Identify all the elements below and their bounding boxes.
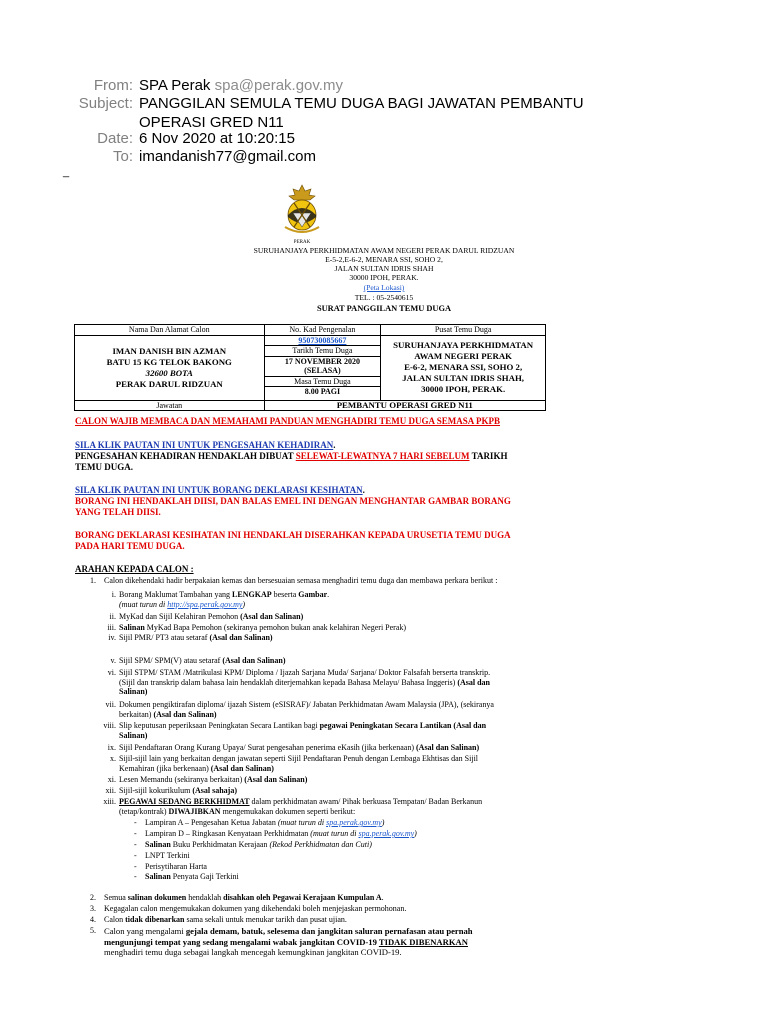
interview-day: (SELASA) [265,366,381,377]
from-value[interactable] [139,77,343,95]
to-value[interactable]: imandanish77@gmail.com [139,148,316,165]
org-address-3: 30000 IPOH, PERAK. [349,273,419,282]
centre-line-5: 30000 IPOH, PERAK. [421,384,506,394]
notice-form-fill-2: YANG TELAH DIISI. [75,507,161,517]
item-iv: Sijil PMR/ PT3 atau setaraf (Asal dan Salinan) [119,633,273,642]
instructions-heading: ARAHAN KEPADA CALON : [75,564,194,574]
item-1-number: 1. [90,576,96,585]
centre-cell [381,335,546,400]
item-xi: Lesen Memandu (sekiranya berkaitan) (Asal dan Salinan) [119,775,308,784]
doc-perisytiharan: Perisytiharan Harta [145,862,207,871]
notice-klik-health: SILA KLIK PAUTAN INI UNTUK BORANG DEKLARASI KESIHATAN. [75,485,365,495]
date-label: Date: [97,130,133,147]
item-viii: Slip keputusan peperiksaan Peningkatan Secara Lantikan bagi pegawai Peningkatan Secara Lantikan (Asal dan Salinan) [119,721,487,740]
org-address-2: JALAN SULTAN IDRIS SHAH [334,264,434,273]
attendance-link[interactable]: SILA KLIK PAUTAN INI UNTUK PENGESAHAN KEHADIRAN [75,440,334,450]
centre-line-1: SURUHANJAYA PERKHIDMATAN [393,340,534,350]
item-ii: MyKad dan Sijil Kelahiran Pemohon (Asal dan Salinan) [119,612,304,621]
subject-line-1: PANGGILAN SEMULA TEMU DUGA BAGI JAWATAN PEMBANTU [139,95,584,112]
doc-penyata-gaji: Salinan Penyata Gaji Terkini [145,872,239,881]
th-centre: Pusat Temu Duga [381,325,546,336]
candidate-table [74,324,546,411]
crest-caption: PERAK [293,240,311,245]
org-name: SURUHANJAYA PERKHIDMATAN AWAM NEGERI PERAK DARUL RIDZUAN [253,246,515,255]
to-label: To: [112,148,133,165]
interview-date: 17 NOVEMBER 2020 [284,356,360,366]
date-label-cell: Tarikh Temu Duga [265,346,381,357]
centre-line-3: E-6-2, MENARA SSI, SOHO 2, [404,362,523,372]
spa-website-link[interactable]: http://spa.perak.gov.my [167,600,243,609]
interview-time: 8.00 PAGI [304,387,341,396]
item-2: Semua salinan dokumen hendaklah disahkan oleh Pegawai Kerajaan Kumpulan A. [104,893,384,902]
item-i-note: (muat turun di http://spa.perak.gov.my) [119,600,246,609]
item-iii: Salinan MyKad Bapa Pemohon (sekiranya pemohon bukan anak kelahiran Negeri Perak) [119,623,407,632]
org-tel: TEL. : 05-2540615 [354,293,414,302]
time-label-cell: Masa Temu Duga [265,377,381,388]
th-name: Nama Dan Alamat Calon [75,325,265,336]
lampiran-a-link[interactable]: spa.perak.gov.my [326,818,382,827]
health-form-link[interactable]: SILA KLIK PAUTAN INI UNTUK BORANG DEKLARASI KESIHATAN [75,485,363,495]
doc-lampiran-a: Lampiran A – Pengesahan Ketua Jabatan (muat turun di spa.perak.gov.my) [145,818,385,827]
item-5: Calon yang mengalami gejala demam, batuk, selesema dan jangkitan saluran pernafasan atau pernah mengunjungi tempat yang sedang mengalami wabak jangkitan COVID-19 TIDAK DIBENARKAN menghadiri temu duga sebagai langkah mencegah kemungkinan jangkitan COVID-19. [104,926,473,957]
map-link[interactable]: (Peta Lokasi) [363,283,405,292]
notice-declaration-1: BORANG DEKLARASI KESIHATAN INI HENDAKLAH DISERAHKAN KEPADA URUSETIA TEMU DUGA [75,530,511,540]
date-value: 6 Nov 2020 at 10:20:15 [139,130,295,147]
th-ic: No. Kad Pengenalan [264,325,381,336]
from-label: From: [93,77,133,94]
candidate-address-2: 32600 BOTA [145,367,193,378]
candidate-address-1: BATU 15 KG TELOK BAKONG [106,356,232,367]
from-email[interactable]: spa@perak.gov.my [214,77,343,94]
item-1: Calon dikehendaki hadir berpakaian kemas dan bersesuaian semasa menghadiri temu duga dan membawa perkara berikut : [104,576,498,585]
notice-klik-attendance: SILA KLIK PAUTAN INI UNTUK PENGESAHAN KEHADIRAN. [75,440,336,450]
post-label: Jawatan [75,400,265,411]
item-x: Sijil-sijil lain yang berkaitan dengan jawatan seperti Sijil Pendaftaran Penuh dengan Lembaga Ekhtisas dan Sijil Kemahiran (jika berkenaan) (Asal dan Salinan) [119,754,479,773]
notice-form-fill-1: BORANG INI HENDAKLAH DIISI, DAN BALAS EMEL INI DENGAN MENGHANTAR GAMBAR BORANG [75,496,511,506]
subject-line-2: OPERASI GRED N11 [139,114,284,131]
org-address-1: E-5-2,E-6-2, MENARA SSI, SOHO 2, [325,255,443,264]
notice-declaration-2: PADA HARI TEMU DUGA. [75,541,185,551]
doc-lampiran-d: Lampiran D – Ringkasan Kenyataan Perkhidmatan (muat turun di spa.perak.gov.my) [145,829,417,838]
item-xiii: PEGAWAI SEDANG BERKHIDMAT dalam perkhidmatan awam/ Pihak berkuasa Tempatan/ Badan Berkanun (tetap/kontrak) DIWAJIBKAN mengemukakan dokumen seperti berikut: [119,797,483,816]
centre-line-4: JALAN SULTAN IDRIS SHAH, [402,373,524,383]
ic-cell [264,335,381,400]
notice-wajib[interactable]: CALON WAJIB MEMBACA DAN MEMAHAMI PANDUAN MENGHADIRI TEMU DUGA SEMASA PKPB [75,416,501,426]
from-name: SPA Perak [139,77,211,94]
notice-attendance-confirm: PENGESAHAN KEHADIRAN HENDAKLAH DIBUAT SELEWAT-LEWATNYA 7 HARI SEBELUM TARIKH [75,451,508,461]
centre-line-2: AWAM NEGERI PERAK [414,351,513,361]
doc-buku-perkhidmatan: Salinan Buku Perkhidmatan Kerajaan (Rekod Perkhidmatan dan Cuti) [145,840,372,849]
item-vii: Dokumen pengiktirafan diploma/ ijazah Sistem (eSISRAF)/ Jabatan Perkhidmatan Awam Malaysia (JPA), (sekiranya berkaitan) (Asal dan Salinan) [119,700,494,719]
item-4: Calon tidak dibenarkan sama sekali untuk menukar tarikh dan pusat ujian. [104,915,347,924]
perak-crest-icon [279,183,325,239]
lampiran-d-link[interactable]: spa.perak.gov.my [358,829,415,838]
item-xii: Sijil-sijil kokurikulum (Asal sahaja) [119,786,238,795]
doc-lnpt: LNPT Terkini [145,851,190,860]
notice-attendance-confirm-2: TEMU DUGA. [75,462,133,472]
item-i: Borang Maklumat Tambahan yang LENGKAP beserta Gambar. [119,590,330,599]
letter-title: SURAT PANGGILAN TEMU DUGA [316,304,452,313]
subject-label: Subject: [78,95,133,112]
candidate-address-3: PERAK DARUL RIDZUAN [115,378,223,389]
post-value: PEMBANTU OPERASI GRED N11 [264,400,545,411]
item-3: Kegagalan calon mengemukakan dokumen yang dikehendaki boleh menjejaskan permohonan. [104,904,407,913]
candidate-name: IMAN DANISH BIN AZMAN [112,345,227,356]
item-ix: Sijil Pendaftaran Orang Kurang Upaya/ Surat pengesahan penerima eKasih (jika berkenaan) (Asal dan Salinan) [119,743,480,752]
candidate-cell [75,335,265,400]
item-vi: Sijil STPM/ STAM /Matrikulasi KPM/ Diploma / Ijazah Sarjana Muda/ Sarjana/ Doktor Falsafah berserta transkrip. (Sijil dan transkrip dalam bahasa lain hendaklah diterjemahkan kepada Bahasa Melayu/ Bahasa Inggeris) (Asal dan Salinan) [119,668,491,697]
ic-number[interactable]: 950730085667 [265,336,381,347]
separator-dash: _ [63,166,70,178]
item-v: Sijil SPM/ SPM(V) atau setaraf (Asal dan Salinan) [119,656,286,665]
